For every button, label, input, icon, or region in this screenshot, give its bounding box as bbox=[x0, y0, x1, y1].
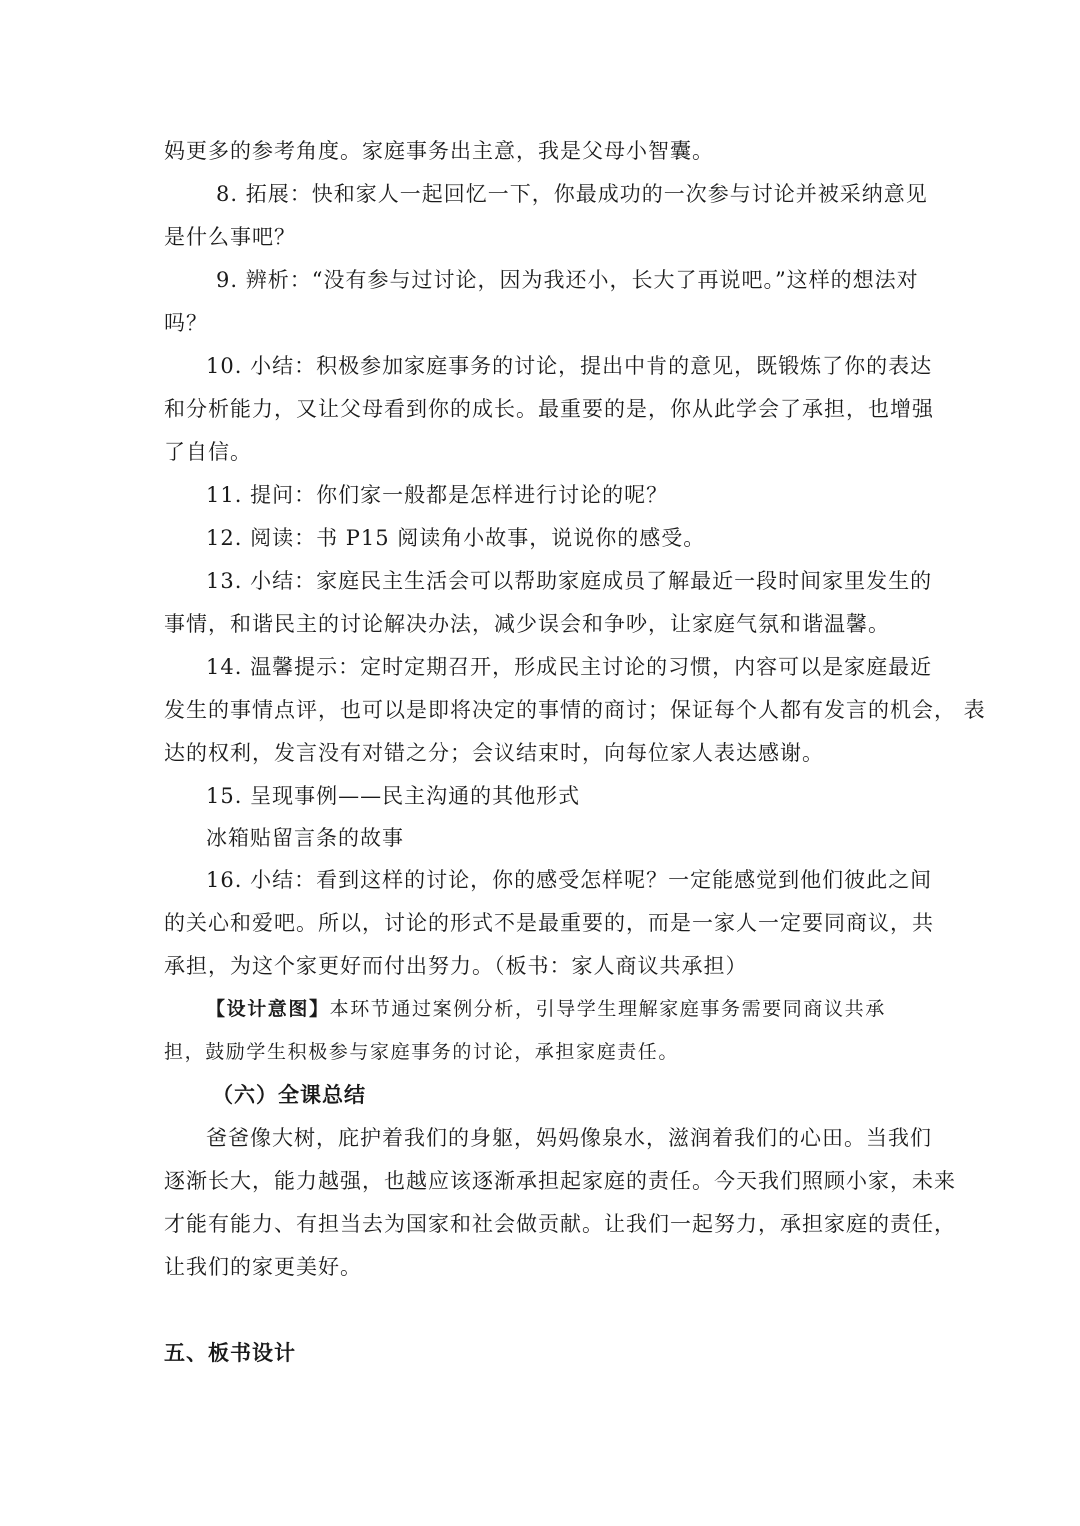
paragraph-line: 承担，为这个家更好而付出努力。（板书：家人商议共承担） bbox=[164, 954, 748, 978]
design-intent-label: 【设计意图】 bbox=[206, 998, 330, 1020]
summary-line: 让我们的家更美好。 bbox=[164, 1255, 362, 1279]
summary-line: 爸爸像大树，庇护着我们的身躯，妈妈像泉水，滋润着我们的心田。当我们 bbox=[206, 1126, 932, 1150]
paragraph-line: 8. 拓展：快和家人一起回忆一下，你最成功的一次参与讨论并被采纳意见 bbox=[216, 182, 928, 206]
paragraph-line: 13. 小结：家庭民主生活会可以帮助家庭成员了解最近一段时间家里发生的 bbox=[206, 569, 933, 593]
paragraph-line: 的关心和爱吧。所以，讨论的形式不是最重要的，而是一家人一定要同商议，共 bbox=[164, 911, 934, 935]
paragraph-line: 12. 阅读：书 P15 阅读角小故事，说说你的感受。 bbox=[206, 526, 706, 550]
paragraph-line: 是什么事吧？ bbox=[164, 225, 296, 249]
paragraph-line: 和分析能力，又让父母看到你的成长。最重要的是，你从此学会了承担，也增强 bbox=[164, 397, 934, 421]
section-heading: 五、板书设计 bbox=[164, 1340, 296, 1365]
paragraph-line: 妈更多的参考角度。家庭事务出主意，我是父母小智囊。 bbox=[164, 139, 714, 163]
summary-line: 逐渐长大，能力越强，也越应该逐渐承担起家庭的责任。今天我们照顾小家，未来 bbox=[164, 1169, 956, 1193]
paragraph-line: 吗？ bbox=[164, 311, 208, 335]
summary-line: 才能有能力、有担当去为国家和社会做贡献。让我们一起努力，承担家庭的责任， bbox=[164, 1212, 956, 1236]
paragraph-line: 达的权利，发言没有对错之分；会议结束时，向每位家人表达感谢。 bbox=[164, 741, 824, 765]
paragraph-line: 15. 呈现事例——民主沟通的其他形式 bbox=[206, 784, 581, 808]
paragraph-line: 14. 温馨提示：定时定期召开，形成民主讨论的习惯，内容可以是家庭最近 bbox=[206, 655, 933, 679]
design-intent-text: 本环节通过案例分析，引导学生理解家庭事务需要同商议共承 bbox=[329, 998, 886, 1020]
paragraph-line: 了自信。 bbox=[164, 440, 252, 464]
paragraph-line: 事情，和谐民主的讨论解决办法，减少误会和争吵，让家庭气氛和谐温馨。 bbox=[164, 612, 890, 636]
paragraph-line: 9. 辨析：“没有参与过讨论，因为我还小，长大了再说吧。”这样的想法对 bbox=[216, 268, 919, 292]
paragraph-line: 冰箱贴留言条的故事 bbox=[206, 826, 404, 850]
paragraph-line: 发生的事情点评，也可以是即将决定的事情的商讨；保证每个人都有发言的机会， 表 bbox=[164, 698, 986, 722]
design-intent-line bbox=[206, 993, 1080, 1025]
paragraph-line: 10. 小结：积极参加家庭事务的讨论，提出中肯的意见，既锻炼了你的表达 bbox=[206, 354, 933, 378]
paragraph-line: 16. 小结：看到这样的讨论，你的感受怎样呢？一定能感觉到他们彼此之间 bbox=[206, 868, 933, 892]
section-heading: （六）全课总结 bbox=[212, 1082, 366, 1107]
design-intent-line: 担，鼓励学生积极参与家庭事务的讨论，承担家庭责任。 bbox=[164, 1041, 680, 1063]
paragraph-line: 11. 提问：你们家一般都是怎样进行讨论的呢？ bbox=[206, 483, 669, 507]
